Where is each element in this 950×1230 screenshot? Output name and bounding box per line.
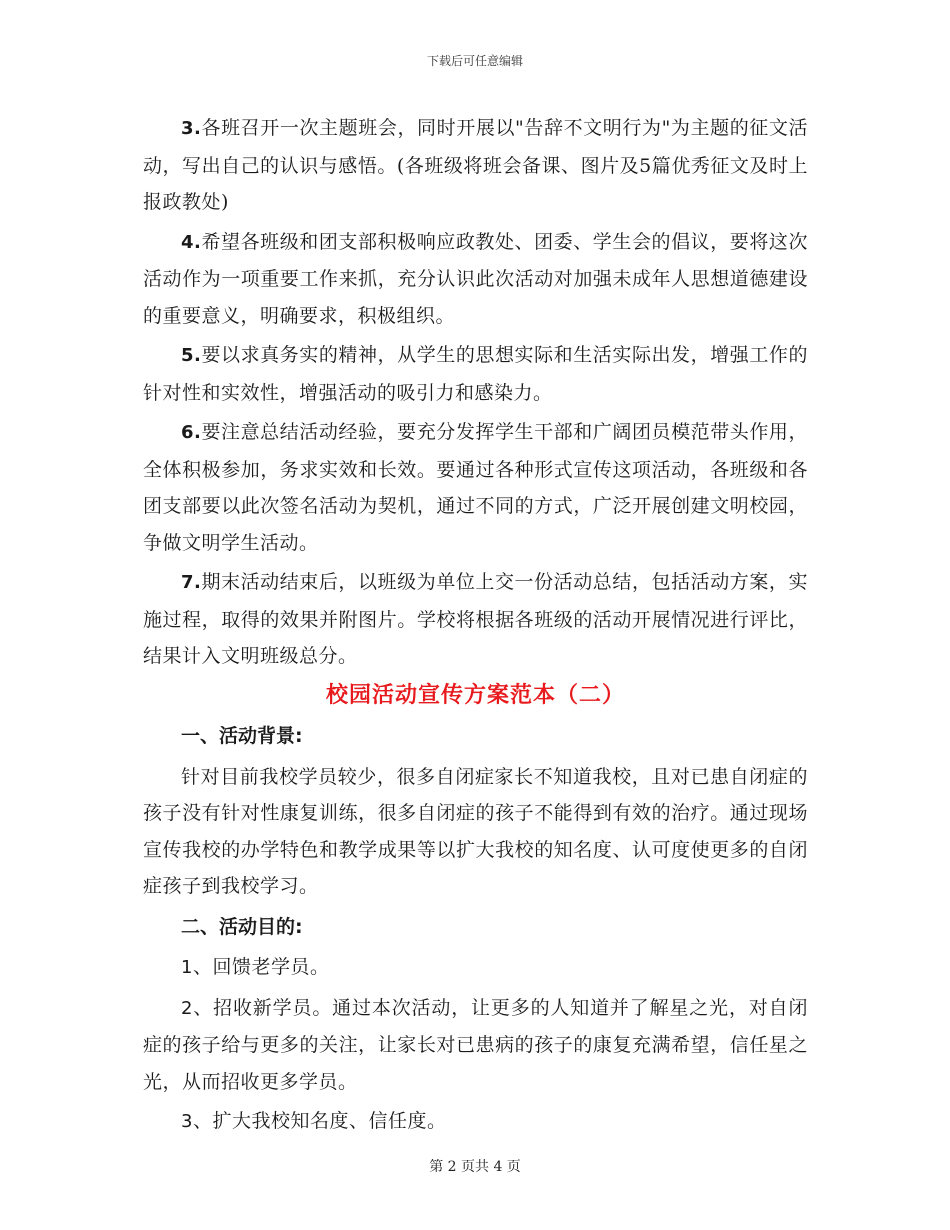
purpose-item-1	[143, 949, 808, 987]
item-text: 要以求真务实的精神，从学生的思想实际和生活实际出发，增强工作的针对性和实效性，增强活动的吸引力和感染力。	[143, 344, 808, 404]
item-number: 2	[181, 997, 193, 1019]
item-text: 、招收新学员。通过本次活动，让更多的人知道并了解星之光，对自闭症的孩子给与更多的关注，让家长对已患病的孩子的康复充满希望，信任星之光，从而招收更多学员。	[143, 996, 808, 1093]
purpose-item-2	[143, 990, 808, 1101]
purpose-item-3	[143, 1103, 808, 1141]
item-text: 希望各班级和团支部积极响应政教处、团委、学生会的倡议，要将这次活动作为一项重要工作来抓，充分认识此次活动对加强未成年人思想道德建设的重要意义，明确要求，积极组织。	[143, 230, 808, 327]
list-item-7	[143, 564, 808, 675]
item-text: 期末活动结束后，以班级为单位上交一份活动总结，包括活动方案，实施过程，取得的效果并附图片。学校将根据各班级的活动开展情况进行评比，结果计入文明班级总分。	[143, 571, 808, 667]
item-number: 3.	[181, 118, 202, 139]
item-number: 6.	[181, 422, 202, 443]
item-text: 各班召开一次主题班会，同时开展以"告辞不文明行为"为主题的征文活动，写出自己的认识与感悟。(各班级将班会备课、图片及5篇优秀征文及时上报政教处)	[143, 117, 808, 213]
page-header: 下载后可任意编辑	[426, 54, 523, 68]
list-item-3	[143, 110, 808, 221]
item-text: 、扩大我校知名度、信任度。	[192, 1110, 447, 1132]
item-text: 、回馈老学员。	[192, 956, 330, 978]
item-number: 5.	[181, 345, 202, 366]
page-footer: 第 2 页共 4 页	[429, 1159, 521, 1175]
item-number: 7.	[181, 572, 202, 593]
background-paragraph: 针对目前我校学员较少，很多自闭症家长不知道我校，且对已患自闭症的孩子没有针对性康复训练，很多自闭症的孩子不能得到有效的治疗。通过现场宣传我校的办学特色和教学成果等以扩大我校的知名度、认可度使更多的自闭症孩子到我校学习。	[143, 765, 808, 897]
list-item-6	[143, 414, 808, 561]
item-number: 4.	[181, 231, 202, 253]
purpose-heading: 二、活动目的:	[181, 915, 303, 938]
list-item-5	[143, 337, 808, 411]
document-body	[143, 110, 808, 1144]
list-item-4	[143, 224, 808, 335]
background-heading: 一、活动背景:	[181, 725, 303, 747]
item-number: 1	[181, 957, 193, 978]
section-title: 校园活动宣传方案范本（二）	[325, 682, 625, 708]
item-text: 要注意总结活动经验，要充分发挥学生干部和广阔团员模范带头作用，全体积极参加，务求实效和长效。要通过各种形式宣传这项活动，各班级和各团支部要以此次签名活动为契机，通过不同的方式，广泛开展创建文明校园，争做文明学生活动。	[143, 421, 808, 554]
item-number: 3	[181, 1111, 193, 1132]
